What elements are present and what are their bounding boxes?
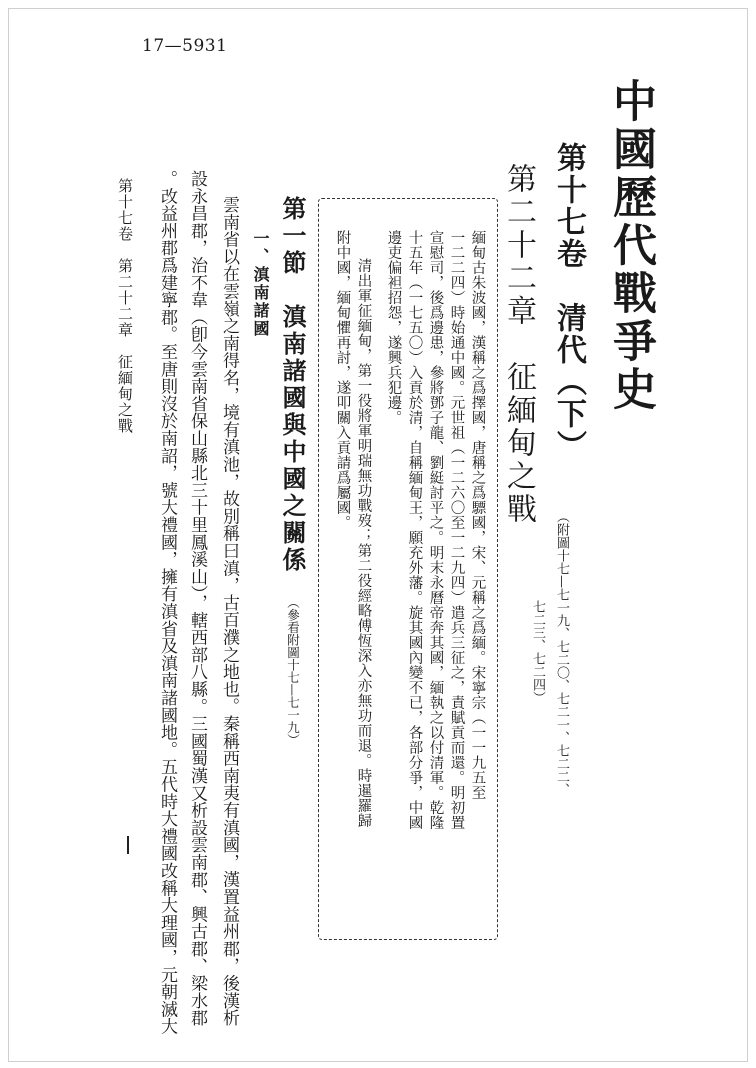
chapter-title: 第二十二章 征緬甸之戰 bbox=[501, 163, 536, 526]
body-line: 。改益州郡爲建寧郡。至唐則沒於南詔，號大禮國，擁有滇省及滇南諸國地。五代時大禮國改稱大理國，元朝滅大 bbox=[157, 170, 177, 1035]
body-line: 設永昌郡，治不韋（卽今雲南省保山縣北三十里鳳溪山），轄西部八縣。三國蜀漢又析設雲南郡、興古郡、梁水郡 bbox=[187, 170, 207, 1027]
body-line: 雲南省以在雲嶺之南得名，境有滇池，故別稱曰滇，古百濮之地也。秦稱西南夷有滇國，漢置益州郡，後漢析 bbox=[219, 196, 239, 1027]
section-map-reference: （參看附圖十七—七一九） bbox=[285, 596, 301, 746]
chapter-ref-line: （附圖十七—七一九、七二〇、七二一、七二二、 bbox=[554, 510, 569, 796]
summary-line: 清出軍征緬甸，第一役將軍明瑞無功戰歿；第二役經略傅恆深入亦無功而退。時暹羅歸 bbox=[355, 258, 372, 828]
page-marker bbox=[127, 836, 129, 854]
volume-title: 第十七卷 清代（下） bbox=[551, 142, 586, 462]
chapter-map-reference bbox=[520, 510, 568, 810]
page-code: 17—5931 bbox=[142, 36, 228, 56]
summary-line: 附中國，緬甸懼再討，遂叩關入貢請爲屬國。 bbox=[334, 230, 351, 530]
subsection-title: 一、滇南諸國 bbox=[251, 230, 270, 338]
chapter-ref-line: 七二三、七二四） bbox=[530, 600, 545, 704]
section-title: 第一節 滇南諸國與中國之關係 bbox=[278, 196, 307, 574]
summary-line: 宣慰司，後爲邊患，參將鄧子龍、劉綎討平之。明末永曆帝奔其國，緬執之以付清軍。乾隆 bbox=[427, 230, 444, 830]
summary-line: 一二二四）時始通中國。元世祖（一二六〇至一二九四）遣兵三征之，責賦貢而還。明初置 bbox=[448, 230, 465, 830]
running-footer: 第十七卷 第二十二章 征緬甸之戰 bbox=[116, 178, 134, 434]
summary-line: 緬甸古朱波國，漢稱之爲擇國，唐稱之爲驃國，宋、元稱之爲緬。宋寧宗（一一九五至 bbox=[469, 230, 486, 800]
summary-line: 邊吏偏袒招怨，遂興兵犯邊。 bbox=[385, 230, 402, 425]
book-title: 中國歷代戰爭史 bbox=[605, 78, 656, 414]
summary-line: 十五年（一七五〇）入貢於清，自稱緬甸王，願充外藩。旋其國內變不已，各部分爭，中國 bbox=[406, 230, 423, 830]
